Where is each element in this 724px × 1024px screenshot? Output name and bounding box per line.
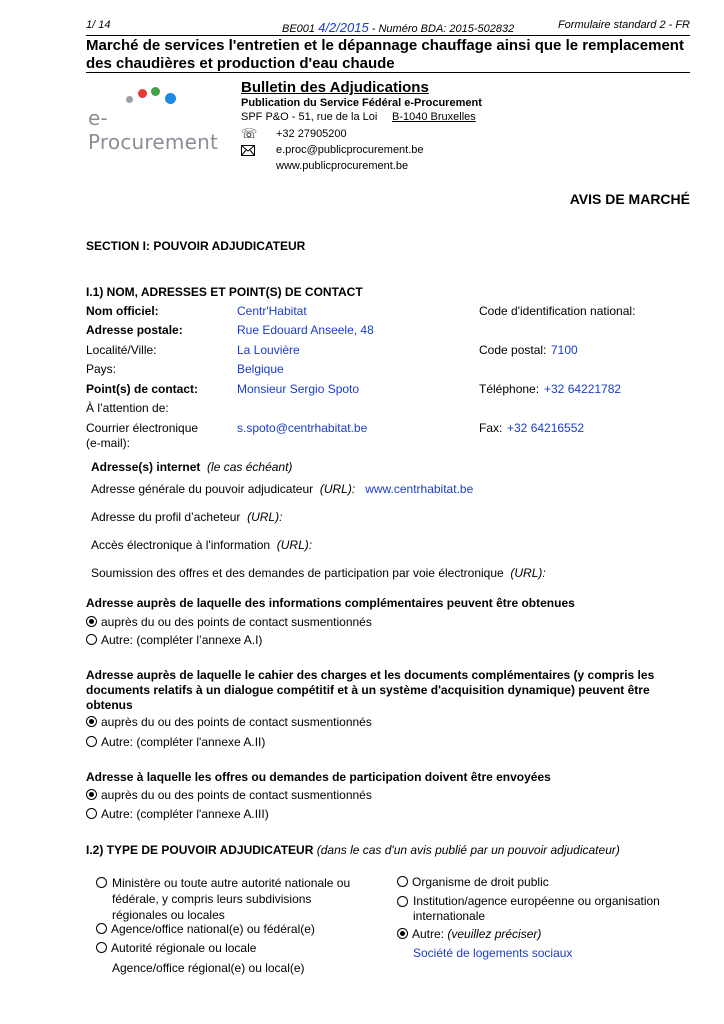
radio-unselected-icon[interactable]: [86, 808, 97, 819]
publication-date: 4/2/2015: [318, 20, 369, 35]
info-option-contact[interactable]: [86, 615, 372, 629]
cahier-option-contact-label: auprès du ou des points de contact susmentionnés: [101, 715, 372, 729]
subsection-i2-title: I.2) TYPE DE POUVOIR ADJUDICATEUR: [86, 843, 314, 857]
internet-heading: [91, 460, 292, 474]
point-contact-value: Monsieur Sergio Spoto: [237, 382, 360, 396]
offres-option-contact-label: auprès du ou des points de contact susmentionnés: [101, 788, 372, 802]
title-divider: [86, 72, 690, 73]
type-option-autre-note: (veuillez préciser): [447, 927, 542, 941]
url-label: (URL):: [276, 538, 313, 552]
telephone-value: +32 64221782: [544, 382, 622, 396]
section-title: SECTION I: POUVOIR ADJUDICATEUR: [86, 239, 306, 253]
attention-label: À l’attention de:: [86, 401, 169, 415]
radio-unselected-icon[interactable]: [397, 876, 408, 887]
form-label: Formulaire standard 2 - FR: [557, 19, 690, 31]
ref-prefix: BE001: [282, 23, 316, 35]
header-divider: [86, 35, 690, 36]
info-option-contact-label: auprès du ou des points de contact susmentionnés: [101, 615, 372, 629]
logo-dot-grey: [126, 96, 133, 103]
code-postal-label: Code postal:: [479, 343, 547, 357]
soumission-row: [91, 566, 546, 580]
type-option-institution-europeenne[interactable]: [397, 894, 677, 924]
point-contact-label: Point(s) de contact:: [86, 382, 199, 396]
type-option-autre[interactable]: [397, 927, 541, 941]
radio-unselected-icon[interactable]: [96, 923, 107, 934]
bulletin-address: [241, 111, 476, 123]
pays-value: Belgique: [237, 362, 284, 376]
code-postal-value: 7100: [551, 343, 578, 357]
bulletin-phone: +32 27905200: [276, 128, 347, 140]
profil-acheteur-row: [91, 510, 282, 524]
radio-unselected-icon[interactable]: [397, 896, 408, 907]
notice-type-heading: AVIS DE MARCHÉ: [569, 191, 690, 207]
localite-label: Localité/Ville:: [86, 343, 157, 357]
radio-selected-icon[interactable]: [86, 616, 97, 627]
radio-selected-icon[interactable]: [86, 789, 97, 800]
internet-label: Adresse(s) internet: [91, 460, 201, 474]
type-option-ministere-label: Ministère ou toute autre autorité nationale ou fédérale, y compris leurs subdivisions régionales ou locales: [112, 876, 351, 922]
subsection-i2-heading: [86, 843, 620, 857]
nom-officiel-label: Nom officiel:: [86, 304, 159, 318]
bulletin-street: SPF P&O - 51, rue de la Loi: [241, 111, 378, 123]
info-complementaires-title: Adresse auprès de laquelle des informations complémentaires peuvent être obtenues: [86, 596, 575, 610]
bulletin-email: e.proc@publicprocurement.be: [276, 144, 424, 156]
telephone-label: Téléphone:: [479, 382, 540, 396]
bulletin-title: Bulletin des Adjudications: [241, 79, 429, 96]
type-option-organisme-droit-public[interactable]: [397, 875, 549, 889]
internet-note: (le cas échéant): [207, 460, 293, 474]
adresse-postale-value: Rue Edouard Anseele, 48: [237, 323, 374, 337]
adresse-generale-value: www.centrhabitat.be: [365, 482, 474, 496]
pays-label: Pays:: [86, 362, 117, 376]
document-title: Marché de services l'entretien et le dépannage chauffage ainsi que le remplacement des chaudières et production d'eau chaude: [86, 37, 684, 72]
phone-icon: ☏: [241, 126, 258, 141]
localite-value: La Louvière: [237, 343, 300, 357]
offres-title: Adresse à laquelle les offres ou demandes de participation doivent être envoyées: [86, 770, 551, 784]
fax-label: Fax:: [479, 421, 503, 435]
url-label: (URL):: [510, 566, 546, 580]
acces-electronique-row: [91, 538, 312, 552]
subsection-i2-note: (dans le cas d'un avis publié par un pouvoir adjudicateur): [316, 843, 620, 857]
cahier-option-contact[interactable]: [86, 715, 372, 729]
cahier-option-autre-label: Autre: (compléter l'annexe A.II): [101, 735, 266, 749]
logo-text: e-Procurement: [88, 106, 218, 154]
soumission-label: Soumission des offres et des demandes de participation par voie électronique: [91, 566, 504, 580]
bulletin-website: www.publicprocurement.be: [276, 160, 409, 172]
logo-dot-green: [151, 87, 160, 96]
offres-option-autre[interactable]: [86, 807, 269, 821]
radio-unselected-icon[interactable]: [86, 634, 97, 645]
type-option-agence-regionale-label: Agence/office régional(e) ou local(e): [112, 961, 305, 975]
courrier-label-line2: (e-mail):: [86, 436, 130, 450]
type-option-autre-value: Société de logements sociaux: [413, 946, 573, 960]
bulletin-publisher: Publication du Service Fédéral e-Procurement: [241, 97, 482, 109]
cahier-charges-title: Adresse auprès de laquelle le cahier des charges et les documents complémentaires (y compris les documents relatifs à un dialogue compétitif et à un système d'acquisition dynamique) peuvent être obtenus: [86, 668, 655, 712]
bulletin-city: B-1040 Bruxelles: [392, 111, 476, 123]
adresse-generale-row: [91, 482, 473, 496]
reference: [282, 20, 514, 35]
url-label: (URL):: [247, 510, 283, 524]
type-option-agence-nationale[interactable]: [96, 922, 315, 936]
info-option-autre[interactable]: [86, 633, 262, 647]
page-header: [86, 19, 690, 35]
radio-selected-icon[interactable]: [86, 716, 97, 727]
cahier-option-autre[interactable]: [86, 735, 265, 749]
logo-dot-blue: [165, 93, 176, 104]
offres-option-contact[interactable]: [86, 788, 372, 802]
type-option-autorite-regionale-label: Autorité régionale ou locale: [111, 941, 257, 955]
e-procurement-logo: [88, 84, 218, 154]
type-option-institution-label: Institution/agence européenne ou organisation internationale: [413, 894, 660, 923]
adresse-postale-label: Adresse postale:: [86, 323, 183, 337]
logo-dot-red: [138, 89, 147, 98]
courrier-label-line1: Courrier électronique: [86, 421, 199, 435]
info-option-autre-label: Autre: (compléter l’annexe A.I): [101, 633, 263, 647]
offres-option-autre-label: Autre: (compléter l'annexe A.III): [101, 807, 269, 821]
envelope-icon: [241, 145, 255, 156]
type-option-organisme-label: Organisme de droit public: [412, 875, 549, 889]
radio-unselected-icon[interactable]: [96, 877, 107, 888]
fax-value: +32 64216552: [507, 421, 585, 435]
code-identification-label: Code d'identification national:: [479, 304, 636, 318]
radio-selected-icon[interactable]: [397, 928, 408, 939]
acces-electronique-label: Accès électronique à l'information: [91, 538, 271, 552]
subsection-i1-title: I.1) NOM, ADRESSES ET POINT(S) DE CONTACT: [86, 285, 363, 299]
type-option-autre-label: Autre:: [412, 927, 445, 941]
type-option-agence-nationale-label: Agence/office national(e) ou fédéral(e): [111, 922, 315, 936]
radio-unselected-icon[interactable]: [96, 942, 107, 953]
profil-acheteur-label: Adresse du profil d’acheteur: [91, 510, 241, 524]
nom-officiel-value: Centr'Habitat: [237, 304, 307, 318]
url-label: (URL):: [319, 482, 356, 496]
page-number: 1/ 14: [86, 19, 111, 31]
adresse-generale-label: Adresse générale du pouvoir adjudicateur: [91, 482, 314, 496]
radio-unselected-icon[interactable]: [86, 736, 97, 747]
type-option-autorite-regionale[interactable]: [96, 941, 256, 955]
type-option-ministere[interactable]: [96, 875, 366, 923]
ref-suffix: - Numéro BDA: 2015-502832: [368, 23, 515, 35]
courrier-value: s.spoto@centrhabitat.be: [237, 421, 368, 435]
